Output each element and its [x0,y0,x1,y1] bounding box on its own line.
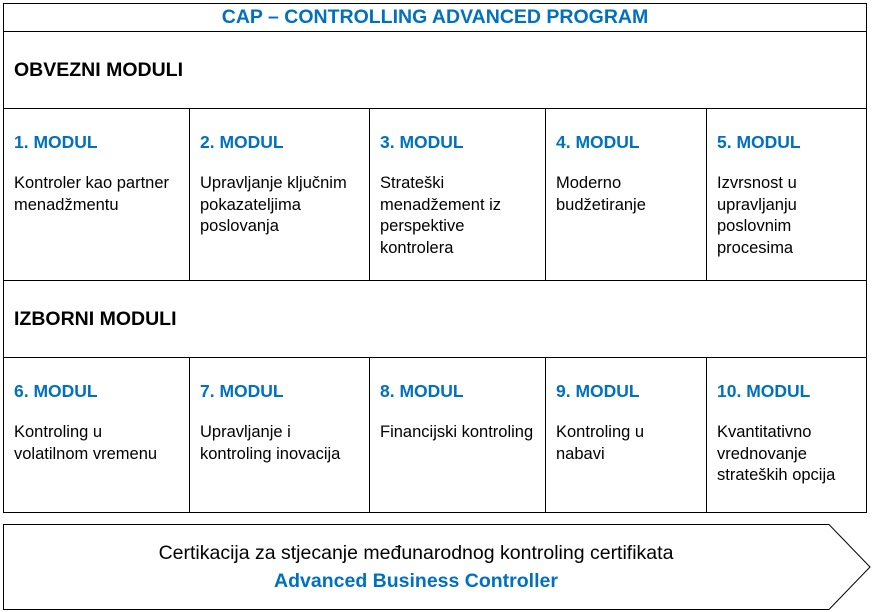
module-cell [707,358,866,512]
izborni-section-header [4,281,866,358]
module-name: Kontroling u volatilnom vremenu [14,423,158,463]
obvezni-section-header [4,32,866,109]
module-name: Moderno budžetiranje [556,174,646,214]
module-label: 4. MODUL [556,132,640,152]
module-name: Financijski kontroling [380,423,534,441]
module-name: Upravljanje ključnim pokazateljima poslovanja [200,174,347,235]
module-cell [190,358,370,512]
module-cell [4,109,190,280]
title-row [4,4,866,32]
izborni-modules-row [4,358,866,512]
module-cell [370,358,546,512]
module-name: Strateški menadžement iz perspektive kontrolera [380,174,502,257]
module-cell [4,358,190,512]
module-label: 10. MODUL [717,381,811,401]
module-name: Kontroling u nabavi [556,423,645,463]
module-label: 6. MODUL [14,381,98,401]
program-table [3,3,867,513]
module-cell [370,109,546,280]
module-label: 1. MODUL [14,132,98,152]
module-label: 2. MODUL [200,132,284,152]
program-title: CAP – CONTROLLING ADVANCED PROGRAM [221,6,649,28]
obvezni-heading: OBVEZNI MODULI [14,58,183,81]
module-name: Kontroler kao partner menadžmentu [14,174,170,214]
module-name: Kvantitativno vrednovanje strateških opcija [717,423,836,484]
module-cell [190,109,370,280]
obvezni-modules-row [4,109,866,281]
module-label: 5. MODUL [717,132,801,152]
module-name: Upravljanje i kontroling inovacija [200,423,341,463]
module-label: 8. MODUL [380,381,464,401]
banner-text [3,524,829,610]
module-label: 7. MODUL [200,381,284,401]
module-cell [546,109,707,280]
certification-text: Certikacija za stjecanje međunarodnog kontroling certifikata [158,542,674,564]
izborni-heading: IZBORNI MODULI [14,307,177,330]
module-name: Izvrsnost u upravljanju poslovnim procesima [717,174,797,257]
module-cell [707,109,866,280]
module-label: 9. MODUL [556,381,640,401]
certification-banner [3,524,871,610]
certificate-name: Advanced Business Controller [274,570,558,592]
module-label: 3. MODUL [380,132,464,152]
module-cell [546,358,707,512]
